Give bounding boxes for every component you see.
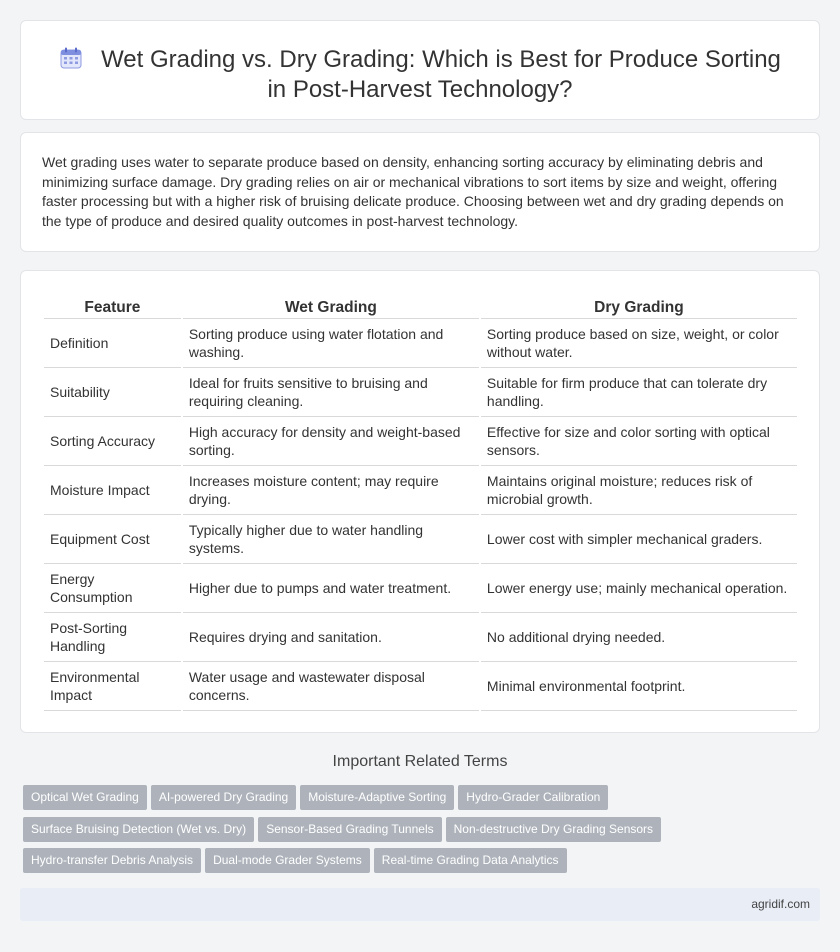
dry-cell: Lower energy use; mainly mechanical operation.	[481, 564, 797, 613]
wet-cell: Increases moisture content; may require drying.	[183, 466, 479, 515]
page-title: Wet Grading vs. Dry Grading: Which is Best for Produce Sorting in Post-Harvest Technology?	[101, 46, 781, 103]
wet-cell: Ideal for fruits sensitive to bruising and requiring cleaning.	[183, 368, 479, 417]
dry-cell: No additional drying needed.	[481, 613, 797, 662]
feature-cell: Post-Sorting Handling	[44, 613, 181, 662]
dry-cell: Maintains original moisture; reduces risk of microbial growth.	[481, 466, 797, 515]
feature-cell: Environmental Impact	[44, 662, 181, 711]
feature-cell: Sorting Accuracy	[44, 417, 181, 466]
related-terms-title: Important Related Terms	[332, 753, 508, 770]
dry-cell: Lower cost with simpler mechanical graders.	[481, 515, 797, 564]
header-dry-grading: Dry Grading	[481, 297, 797, 319]
table-row	[44, 662, 797, 711]
footer-bar	[20, 888, 820, 921]
tag-row	[23, 817, 803, 849]
wet-cell: Sorting produce using water flotation and washing.	[183, 319, 479, 368]
tag-row	[23, 785, 803, 817]
related-term-tag[interactable]: Moisture-Adaptive Sorting	[300, 785, 454, 810]
intro-paragraph: Wet grading uses water to separate produce based on density, enhancing sorting accuracy by eliminating debris and minimizing surface damage. Dry grading relies on air or mechanical vibrations to sort items by size and weight, offering faster processing but with a higher risk of bruising delicate produce. Choosing between wet and dry grading depends on the type of produce and desired quality outcomes in post-harvest technology.	[42, 154, 784, 229]
feature-cell: Equipment Cost	[44, 515, 181, 564]
table-row	[44, 466, 797, 515]
related-term-tag[interactable]: Optical Wet Grading	[23, 785, 147, 810]
wet-cell: Typically higher due to water handling systems.	[183, 515, 479, 564]
table-header-row	[44, 297, 797, 319]
dry-cell: Effective for size and color sorting with optical sensors.	[481, 417, 797, 466]
wet-cell: Requires drying and sanitation.	[183, 613, 479, 662]
feature-cell: Suitability	[44, 368, 181, 417]
dry-cell: Minimal environmental footprint.	[481, 662, 797, 711]
title-card	[20, 20, 820, 120]
related-term-tag[interactable]: Dual-mode Grader Systems	[205, 848, 370, 873]
feature-cell: Energy Consumption	[44, 564, 181, 613]
header-feature: Feature	[44, 297, 181, 319]
related-term-tag[interactable]: Real-time Grading Data Analytics	[374, 848, 567, 873]
wet-cell: Higher due to pumps and water treatment.	[183, 564, 479, 613]
comparison-table-card	[20, 270, 820, 733]
related-terms-tags	[23, 785, 803, 880]
table-row	[44, 368, 797, 417]
wet-cell: High accuracy for density and weight-based sorting.	[183, 417, 479, 466]
table-row	[44, 613, 797, 662]
page-title-wrap	[21, 45, 819, 105]
dry-cell: Suitable for firm produce that can tolerate dry handling.	[481, 368, 797, 417]
table-row	[44, 417, 797, 466]
calendar-icon	[59, 46, 83, 70]
wet-cell: Water usage and wastewater disposal concerns.	[183, 662, 479, 711]
tag-row	[23, 848, 803, 880]
related-term-tag[interactable]: Hydro-Grader Calibration	[458, 785, 608, 810]
dry-cell: Sorting produce based on size, weight, or color without water.	[481, 319, 797, 368]
related-term-tag[interactable]: Non-destructive Dry Grading Sensors	[446, 817, 661, 842]
feature-cell: Definition	[44, 319, 181, 368]
comparison-table	[42, 297, 799, 711]
feature-cell: Moisture Impact	[44, 466, 181, 515]
related-term-tag[interactable]: Hydro-transfer Debris Analysis	[23, 848, 201, 873]
footer-site-link[interactable]: agridif.com	[751, 897, 810, 911]
related-term-tag[interactable]: Sensor-Based Grading Tunnels	[258, 817, 441, 842]
table-row	[44, 515, 797, 564]
related-term-tag[interactable]: AI-powered Dry Grading	[151, 785, 296, 810]
header-wet-grading: Wet Grading	[183, 297, 479, 319]
intro-card	[20, 132, 820, 252]
table-row	[44, 319, 797, 368]
related-term-tag[interactable]: Surface Bruising Detection (Wet vs. Dry)	[23, 817, 254, 842]
table-row	[44, 564, 797, 613]
